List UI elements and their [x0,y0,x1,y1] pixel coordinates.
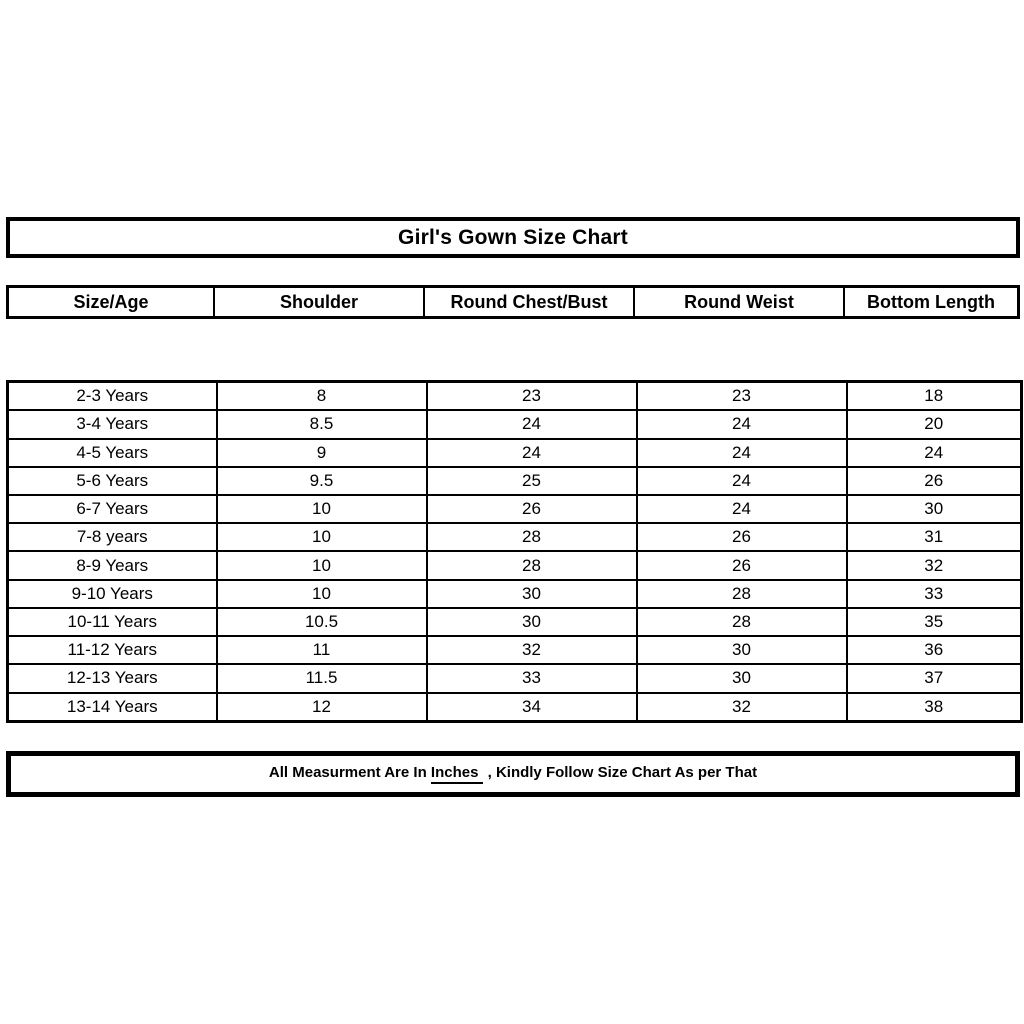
table-cell: 11-12 Years [8,636,217,664]
table-cell: 26 [847,467,1022,495]
table-cell: 10.5 [217,608,427,636]
table-row [8,439,1022,467]
table-row [8,693,1022,722]
table-row [8,467,1022,495]
table-cell: 23 [637,382,847,411]
size-table [6,380,1023,723]
table-cell: 6-7 Years [8,495,217,523]
table-cell: 24 [637,467,847,495]
table-cell: 30 [847,495,1022,523]
table-cell: 32 [637,693,847,722]
table-row [8,382,1022,411]
table-cell: 11 [217,636,427,664]
table-row [8,664,1022,692]
column-header-chest-bust: Round Chest/Bust [425,288,635,316]
table-cell: 30 [637,664,847,692]
table-row [8,636,1022,664]
column-header-waist: Round Weist [635,288,845,316]
table-cell: 25 [427,467,637,495]
table-cell: 11.5 [217,664,427,692]
table-cell: 24 [847,439,1022,467]
table-cell: 24 [427,410,637,438]
footer-note-prefix: All Measurment Are In [268,764,431,782]
table-cell: 33 [847,580,1022,608]
table-cell: 34 [427,693,637,722]
table-row [8,410,1022,438]
table-cell: 8-9 Years [8,551,217,579]
table-row [8,608,1022,636]
table-cell: 30 [637,636,847,664]
table-cell: 9 [217,439,427,467]
table-cell: 24 [637,439,847,467]
table-cell: 26 [637,523,847,551]
table-cell: 10 [217,551,427,579]
table-cell: 38 [847,693,1022,722]
table-cell: 8 [217,382,427,411]
table-cell: 7-8 years [8,523,217,551]
table-cell: 26 [427,495,637,523]
table-cell: 28 [427,523,637,551]
table-cell: 30 [427,608,637,636]
footer-note-box [6,751,1020,797]
table-cell: 5-6 Years [8,467,217,495]
table-cell: 31 [847,523,1022,551]
table-cell: 10-11 Years [8,608,217,636]
table-cell: 4-5 Years [8,439,217,467]
table-cell: 32 [847,551,1022,579]
table-cell: 35 [847,608,1022,636]
table-cell: 2-3 Years [8,382,217,411]
table-row [8,523,1022,551]
table-cell: 24 [637,410,847,438]
table-cell: 13-14 Years [8,693,217,722]
table-cell: 36 [847,636,1022,664]
table-cell: 3-4 Years [8,410,217,438]
table-cell: 28 [427,551,637,579]
column-header-size-age: Size/Age [9,288,215,316]
table-cell: 10 [217,495,427,523]
table-cell: 30 [427,580,637,608]
chart-title-box [6,217,1020,258]
table-row [8,495,1022,523]
size-table-body [8,382,1022,722]
table-cell: 23 [427,382,637,411]
column-header-row [6,285,1020,319]
footer-note-inches-underlined: Inches [431,764,484,783]
table-row [8,580,1022,608]
table-cell: 28 [637,608,847,636]
table-cell: 26 [637,551,847,579]
column-header-shoulder: Shoulder [215,288,425,316]
page-title: Girl's Gown Size Chart [398,225,628,249]
table-cell: 24 [427,439,637,467]
table-row [8,551,1022,579]
table-cell: 37 [847,664,1022,692]
table-cell: 33 [427,664,637,692]
table-cell: 10 [217,523,427,551]
table-cell: 9-10 Years [8,580,217,608]
table-cell: 12 [217,693,427,722]
footer-note [269,764,757,783]
table-cell: 9.5 [217,467,427,495]
footer-note-suffix: , Kindly Follow Size Chart As per That [483,764,758,782]
table-cell: 8.5 [217,410,427,438]
table-cell: 20 [847,410,1022,438]
table-cell: 24 [637,495,847,523]
table-cell: 12-13 Years [8,664,217,692]
column-header-bottom-length: Bottom Length [867,291,995,312]
table-cell: 10 [217,580,427,608]
table-cell: 18 [847,382,1022,411]
table-cell: 32 [427,636,637,664]
table-cell: 28 [637,580,847,608]
